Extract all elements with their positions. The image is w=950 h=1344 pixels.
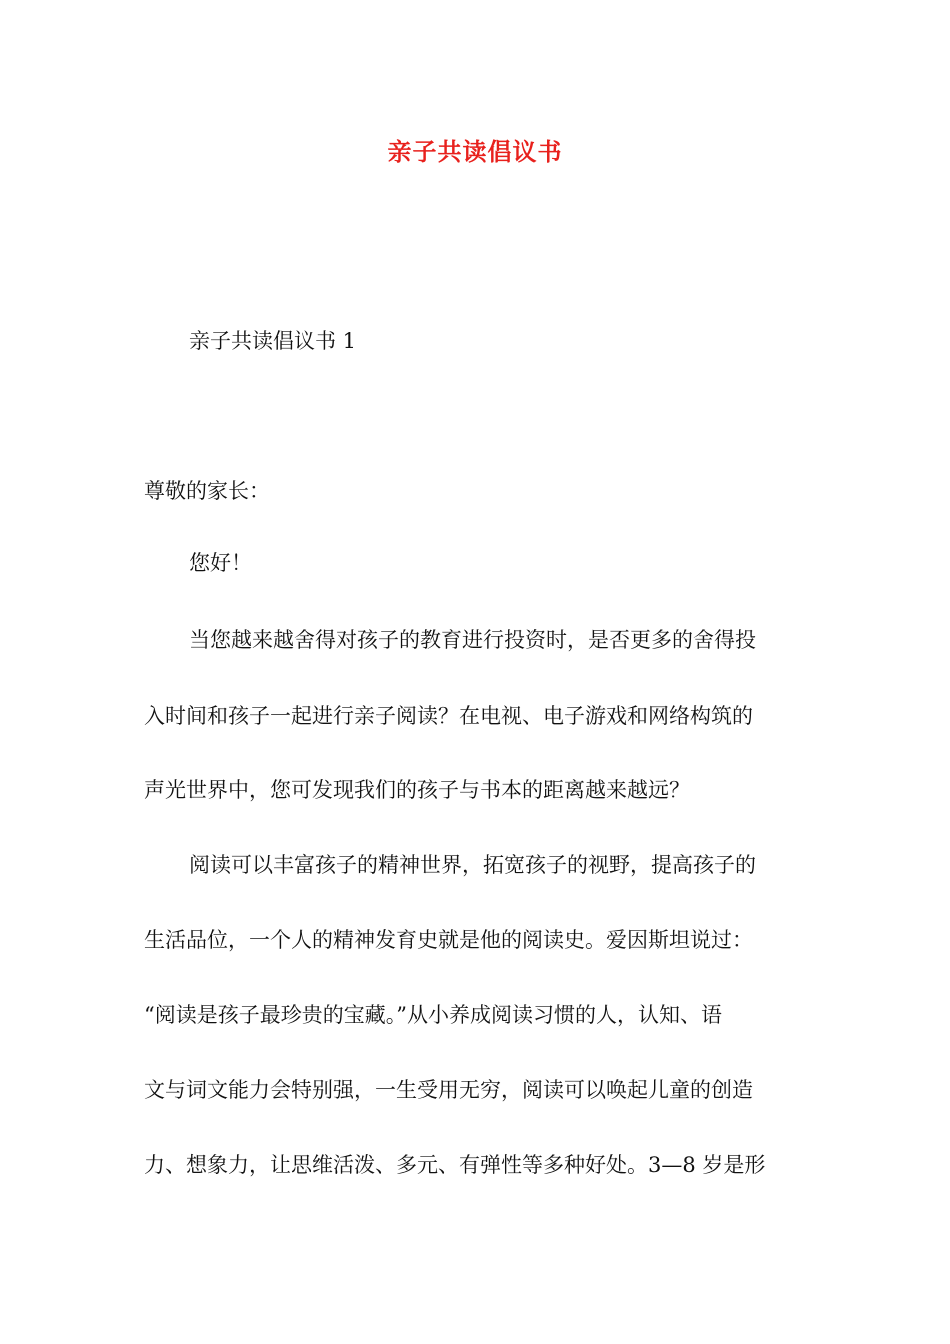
salutation: 尊敬的家长：	[144, 479, 270, 503]
paragraph-line: 生活品位，一个人的精神发育史就是他的阅读史。爱因斯坦说过：	[144, 928, 753, 952]
paragraph-line: 入时间和孩子一起进行亲子阅读？在电视、电子游戏和网络构筑的	[144, 704, 753, 728]
paragraph-line: 当您越来越舍得对孩子的教育进行投资时，是否更多的舍得投	[189, 628, 756, 652]
section-heading: 亲子共读倡议书 1	[189, 329, 357, 353]
paragraph-line: 声光世界中，您可发现我们的孩子与书本的距离越来越远？	[144, 778, 690, 802]
paragraph-line: 力、想象力，让思维活泼、多元、有弹性等多种好处。3—8 岁是形	[144, 1153, 766, 1177]
paragraph-line: 文与词文能力会特别强，一生受用无穷，阅读可以唤起儿童的创造	[144, 1078, 753, 1102]
paragraph-line: “阅读是孩子最珍贵的宝藏。”从小养成阅读习惯的人，认知、语	[144, 1003, 722, 1027]
greeting: 您好！	[189, 551, 252, 575]
paragraph-line: 阅读可以丰富孩子的精神世界，拓宽孩子的视野，提高孩子的	[189, 853, 756, 877]
document-title: 亲子共读倡议书	[387, 138, 563, 166]
